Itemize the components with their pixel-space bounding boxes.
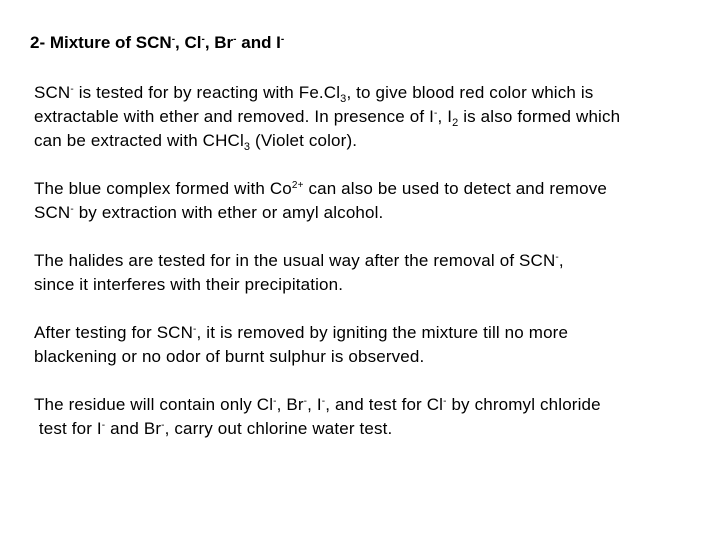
text-run: (Violet color). xyxy=(250,131,358,150)
text-run: since it interferes with their precipitation. xyxy=(34,275,344,294)
title-text: , Br xyxy=(204,33,234,52)
title-superscript: - xyxy=(280,34,285,45)
text-run: test for I xyxy=(34,419,102,438)
text-run: , Br xyxy=(276,395,304,414)
text-run: can also be used to detect and remove xyxy=(303,179,607,198)
title-text: and I xyxy=(236,33,281,52)
superscript: - xyxy=(161,420,165,431)
subscript: 2 xyxy=(452,117,459,129)
superscript: - xyxy=(303,396,308,407)
paragraph-scn-test xyxy=(34,81,714,153)
text-run: , and test for Cl xyxy=(325,395,444,414)
subscript: 3 xyxy=(243,141,251,153)
superscript: - xyxy=(321,396,326,407)
text-run: , to give blood red color which is xyxy=(346,83,594,102)
text-run: can be extracted with CHCl xyxy=(34,131,244,150)
superscript: - xyxy=(555,252,559,263)
superscript: - xyxy=(70,204,74,215)
paragraph-cobalt-complex xyxy=(34,177,714,225)
text-run: and Br xyxy=(105,419,162,438)
text-line xyxy=(34,393,714,417)
paragraph-removal xyxy=(34,321,714,369)
text-line xyxy=(34,81,714,105)
text-run: SCN xyxy=(34,83,71,102)
subscript: 3 xyxy=(340,93,347,105)
text-run: SCN xyxy=(34,203,71,222)
text-line xyxy=(34,105,714,129)
text-run: extractable with ether and removed. In presence of I xyxy=(34,107,434,126)
text-line xyxy=(34,249,714,273)
text-run: , carry out chlorine water test. xyxy=(164,419,393,438)
text-run: , it is removed by igniting the mixture till no more xyxy=(196,323,569,342)
text-run: by extraction with ether or amyl alcohol. xyxy=(73,203,384,222)
text-run: After testing for SCN xyxy=(34,323,194,342)
text-run: , xyxy=(558,251,564,270)
text-line xyxy=(34,417,714,441)
text-line xyxy=(34,201,714,225)
title-text: , Cl xyxy=(175,33,202,52)
title-superscript: - xyxy=(233,34,237,45)
text-run: The halides are tested for in the usual way after the removal of SCN xyxy=(34,251,556,270)
text-run: is tested for by reacting with Fe.Cl xyxy=(73,83,341,102)
text-line xyxy=(34,177,714,201)
text-line xyxy=(34,345,714,369)
text-run: blackening or no odor of burnt sulphur is observed. xyxy=(34,347,425,366)
text-run: The blue complex formed with Co xyxy=(34,179,292,198)
text-line xyxy=(34,129,714,153)
superscript: - xyxy=(70,84,74,95)
text-run: by chromyl chloride xyxy=(446,395,601,414)
text-run: , I xyxy=(437,107,453,126)
superscript: - xyxy=(443,396,447,407)
title-text: 2- Mixture of SCN xyxy=(30,33,172,52)
superscript: 2+ xyxy=(291,180,304,191)
superscript: - xyxy=(433,108,438,119)
text-line xyxy=(34,321,714,345)
slide-title xyxy=(30,33,284,53)
paragraph-residue xyxy=(34,393,714,441)
paragraph-halides xyxy=(34,249,714,297)
text-run: is also formed which xyxy=(458,107,621,126)
superscript: - xyxy=(101,420,106,431)
title-superscript: - xyxy=(201,34,205,45)
superscript: - xyxy=(193,324,197,335)
text-line xyxy=(34,273,714,297)
text-run: , I xyxy=(307,395,322,414)
text-run: The residue will contain only Cl xyxy=(34,395,274,414)
title-superscript: - xyxy=(171,34,176,45)
superscript: - xyxy=(273,396,277,407)
